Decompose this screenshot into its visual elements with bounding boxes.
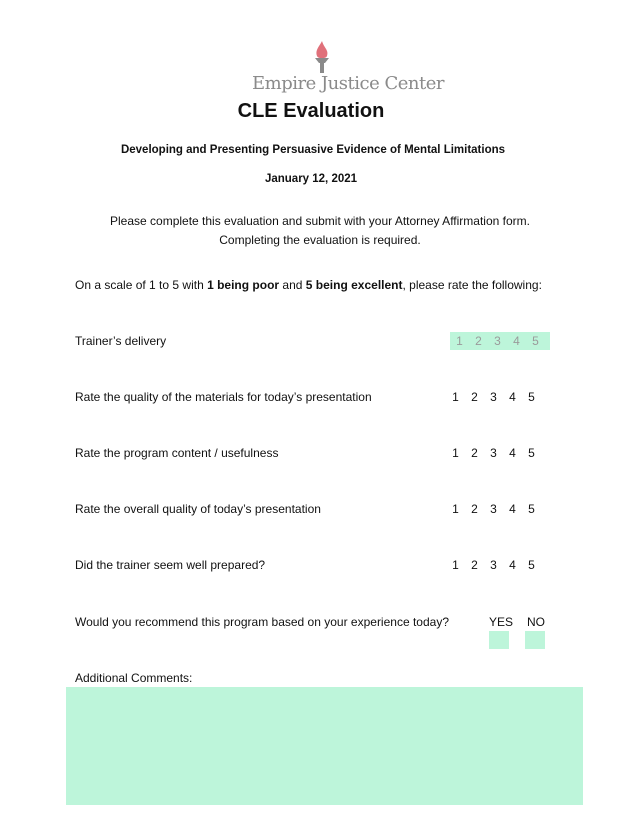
course-date: January 12, 2021 [264,173,358,185]
question-trainer-prepared: Did the trainer seem well prepared? [75,558,266,572]
rating-option[interactable]: 2 [471,558,478,572]
yes-checkbox[interactable] [489,631,509,649]
rating-option[interactable]: 3 [490,446,497,460]
rating-option[interactable]: 5 [528,390,535,404]
rating-field-overall-quality[interactable] [446,500,546,518]
rating-option[interactable]: 4 [509,502,516,516]
rating-option[interactable]: 3 [490,502,497,516]
rating-option[interactable]: 1 [452,446,459,460]
rating-field-trainer-prepared[interactable] [446,556,546,574]
scale-instructions [75,278,542,292]
scale-prefix: On a scale of 1 to 5 with [75,278,208,292]
rating-option[interactable]: 4 [509,446,516,460]
comments-textarea[interactable] [66,687,583,805]
rating-option[interactable]: 4 [509,558,516,572]
rating-option[interactable]: 3 [490,390,497,404]
rating-option[interactable]: 3 [490,558,497,572]
rating-option[interactable]: 2 [471,390,478,404]
rating-option[interactable]: 5 [528,558,535,572]
scale-middle: and [279,278,306,292]
instructions-line-1: Please complete this evaluation and submit with your Attorney Affirmation form. [110,214,530,228]
yes-label: YES [489,615,514,629]
rating-option[interactable]: 4 [513,334,520,348]
rating-field-materials-quality[interactable] [446,388,546,406]
rating-field-program-content[interactable] [446,444,546,462]
comments-label: Additional Comments: [75,671,193,685]
question-recommend: Would you recommend this program based on your experience today? [75,615,449,629]
rating-option[interactable]: 5 [528,502,535,516]
rating-option[interactable]: 2 [471,502,478,516]
no-checkbox[interactable] [525,631,545,649]
rating-option[interactable]: 1 [452,502,459,516]
rating-option[interactable]: 1 [452,558,459,572]
rating-option[interactable]: 1 [452,390,459,404]
question-overall-quality: Rate the overall quality of today’s presentation [75,502,321,516]
rating-option[interactable]: 4 [509,390,516,404]
question-program-content: Rate the program content / usefulness [75,446,279,460]
scale-poor: 1 being poor [207,278,280,292]
scale-suffix: , please rate the following: [402,278,542,292]
instructions [0,212,640,250]
rating-option[interactable]: 3 [494,334,501,348]
rating-option[interactable]: 1 [456,334,463,348]
rating-option[interactable]: 2 [475,334,482,348]
page-title: CLE Evaluation [237,100,385,122]
torch-icon [310,40,334,74]
rating-field-trainer-delivery[interactable] [450,332,550,350]
question-trainer-delivery: Trainer’s delivery [75,334,167,348]
rating-option[interactable]: 5 [532,334,539,348]
instructions-line-2: Completing the evaluation is required. [219,233,421,247]
question-materials-quality: Rate the quality of the materials for today’s presentation [75,390,372,404]
logo-text: Empire Justice Center [252,73,444,94]
no-label: NO [527,615,545,629]
course-title: Developing and Presenting Persuasive Evidence of Mental Limitations [120,144,506,156]
rating-option[interactable]: 5 [528,446,535,460]
scale-excellent: 5 being excellent [305,278,403,292]
rating-option[interactable]: 2 [471,446,478,460]
logo [252,40,444,100]
